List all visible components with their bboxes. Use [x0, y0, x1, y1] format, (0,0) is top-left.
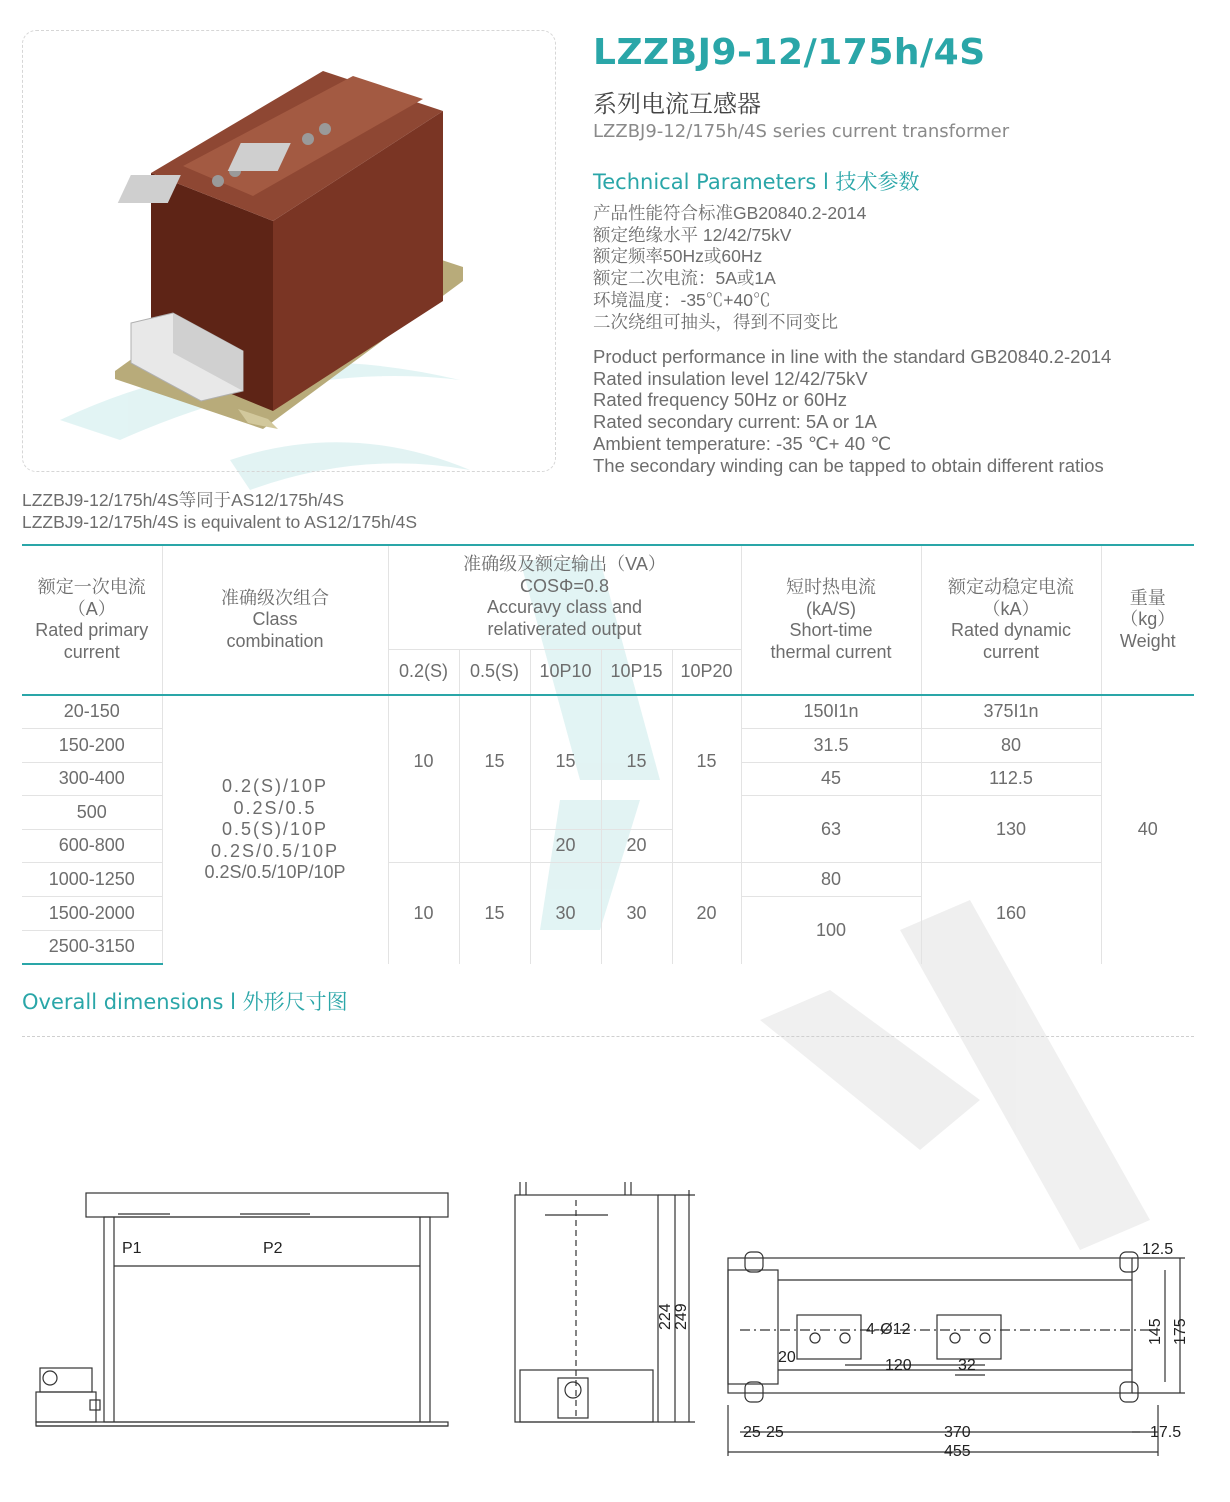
param-item: Product performance in line with the standard GB20840.2-2014 — [593, 346, 1112, 367]
dim-175: 175 — [1172, 1318, 1189, 1345]
side-view-drawing — [515, 1182, 695, 1422]
dim-249: 249 — [673, 1303, 690, 1330]
dim-455: 455 — [944, 1443, 971, 1460]
header-class-10p20: 10P20 — [672, 649, 741, 695]
cell-thermal: 45 — [741, 762, 921, 796]
param-item: Rated secondary current: 5A or 1A — [593, 411, 877, 433]
param-item: The secondary winding can be tapped to obtain different ratios — [593, 454, 1104, 476]
label-p2: P2 — [263, 1240, 283, 1257]
dim-120: 120 — [885, 1357, 912, 1374]
cell-output-10p15: 30 — [601, 863, 672, 964]
cell-output-10p20: 15 — [672, 695, 741, 863]
cell-output-10p15-sub: 20 — [601, 829, 672, 863]
specification-table — [22, 544, 1194, 965]
cell-primary-current: 1500-2000 — [22, 897, 162, 931]
cell-dynamic: 130 — [921, 796, 1101, 863]
header-weight: 重量 （kg） Weight — [1101, 545, 1194, 695]
dim-224: 224 — [657, 1303, 674, 1330]
header-class-05s: 0.5(S) — [459, 649, 530, 695]
param-item: Ambient temperature: -35 ℃+ 40 ℃ — [593, 432, 892, 454]
header-class-combination: 准确级次组合 Class combination — [162, 545, 388, 695]
product-title: LZZBJ9-12/175h/4S — [593, 32, 986, 73]
overall-dimensions-heading: Overall dimensions l 外形尺寸图 — [22, 990, 348, 1014]
cell-output-05s: 15 — [459, 695, 530, 863]
parameters-chinese — [593, 203, 866, 333]
cell-thermal: 31.5 — [741, 729, 921, 763]
cell-primary-current: 500 — [22, 796, 162, 830]
dimension-drawings — [0, 1180, 1230, 1480]
label-p1: P1 — [122, 1240, 142, 1257]
cell-output-02s: 10 — [388, 695, 459, 863]
header-class-10p10: 10P10 — [530, 649, 601, 695]
dim-20: 20 — [778, 1349, 796, 1366]
dim-145: 145 — [1147, 1318, 1164, 1345]
cell-weight: 40 — [1101, 695, 1194, 964]
param-item: 二次绕组可抽头，得到不同变比 — [593, 311, 838, 332]
cell-output-10p20: 20 — [672, 863, 741, 964]
dim-25b: 25 — [766, 1424, 784, 1441]
front-view-drawing — [36, 1193, 448, 1426]
product-photo — [23, 31, 555, 471]
dim-25a: 25 — [743, 1424, 761, 1441]
header-rated-primary-current: 额定一次电流 （A） Rated primary current — [22, 545, 162, 695]
param-item: 额定二次电流：5A或1A — [593, 268, 776, 289]
cell-primary-current: 2500-3150 — [22, 930, 162, 964]
cell-class-combinations: 0.2(S)/10P 0.2S/0.5 0.5(S)/10P 0.2S/0.5/10P 0.2S/0.5/10P/10P — [162, 695, 388, 964]
cell-output-02s: 10 — [388, 863, 459, 964]
cell-output-10p10-sub: 20 — [530, 829, 601, 863]
param-item: Rated insulation level 12/42/75kV — [593, 367, 868, 389]
cell-primary-current: 150-200 — [22, 729, 162, 763]
header-accuracy-output: 准确级及额定输出（VA） COSΦ=0.8 Accuravy class and relativerated output — [388, 545, 741, 649]
cell-thermal: 100 — [741, 897, 921, 964]
header-thermal-current: 短时热电流 (kA/S) Short-time thermal current — [741, 545, 921, 695]
cell-dynamic: 160 — [921, 863, 1101, 964]
param-item: 环境温度：-35℃+40℃ — [593, 289, 771, 310]
dim-holes: 4-Ø12 — [866, 1321, 911, 1338]
header-class-10p15: 10P15 — [601, 649, 672, 695]
cell-output-10p10: 30 — [530, 863, 601, 964]
cell-thermal: 63 — [741, 796, 921, 863]
param-item: 额定绝缘水平 12/42/75kV — [593, 224, 792, 245]
cell-dynamic: 112.5 — [921, 762, 1101, 796]
header-class-02s: 0.2(S) — [388, 649, 459, 695]
param-item: 产品性能符合标准GB20840.2-2014 — [593, 203, 867, 223]
equivalence-note-chinese: LZZBJ9-12/175h/4S等同于AS12/175h/4S — [22, 490, 344, 510]
cell-primary-current: 600-800 — [22, 829, 162, 863]
dim-370: 370 — [944, 1424, 971, 1441]
param-item: Rated frequency 50Hz or 60Hz — [593, 389, 847, 411]
cell-output-05s: 15 — [459, 863, 530, 964]
cell-primary-current: 1000-1250 — [22, 863, 162, 897]
technical-parameters-heading: Technical Parameters l 技术参数 — [593, 170, 920, 194]
cell-output-10p15: 15 — [601, 695, 672, 829]
section-divider — [22, 1036, 1194, 1037]
cell-primary-current: 300-400 — [22, 762, 162, 796]
param-item: 额定频率50Hz或60Hz — [593, 246, 763, 267]
parameters-english — [593, 346, 1111, 476]
cell-dynamic: 80 — [921, 729, 1101, 763]
cell-thermal: 80 — [741, 863, 921, 897]
cell-output-10p10: 15 — [530, 695, 601, 829]
header-dynamic-current: 额定动稳定电流 （kA） Rated dynamic current — [921, 545, 1101, 695]
cell-primary-current: 20-150 — [63, 701, 120, 722]
equivalence-note-english: LZZBJ9-12/175h/4S is equivalent to AS12/175h/4S — [22, 512, 417, 532]
subtitle-chinese: 系列电流互感器 — [593, 90, 761, 118]
cell-dynamic: 375I1n — [921, 695, 1101, 729]
dim-17-5: 17.5 — [1150, 1424, 1182, 1441]
cell-thermal: 150I1n — [741, 695, 921, 729]
dim-12-5: 12.5 — [1142, 1241, 1174, 1258]
subtitle-english: LZZBJ9-12/175h/4S series current transformer — [593, 121, 1010, 142]
dim-32: 32 — [958, 1357, 976, 1374]
product-photo-frame — [22, 30, 556, 472]
